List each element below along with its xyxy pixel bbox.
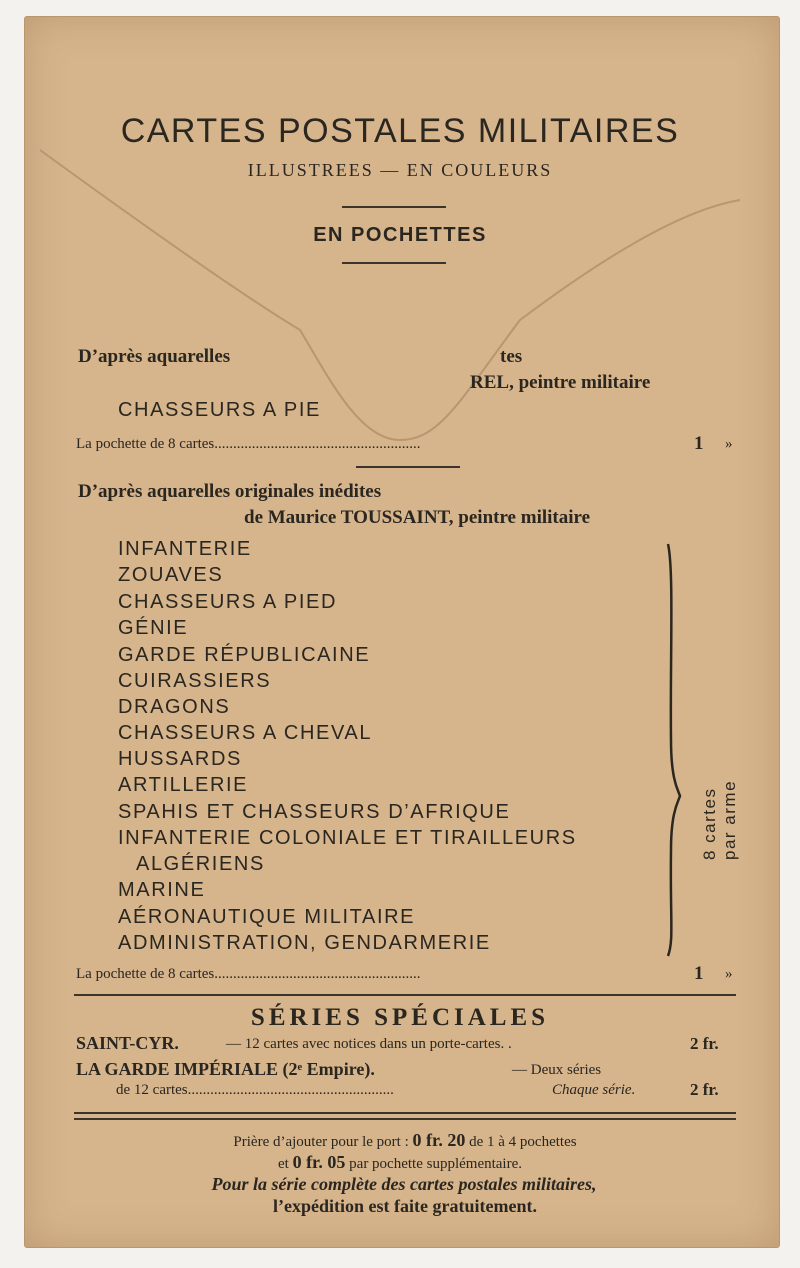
garde-name: LA GARDE IMPÉRIALE (2ᵉ Empire). (76, 1059, 375, 1079)
section1-item: CHASSEURS A PIE (118, 399, 321, 421)
divider (342, 206, 446, 208)
divider (74, 1112, 736, 1114)
list-item: ZOUAVES (118, 564, 224, 586)
saintcyr-desc: — 12 cartes avec notices dans un porte-cartes. . (226, 1036, 512, 1052)
divider (74, 994, 736, 996)
garde-each: Chaque série. (552, 1082, 636, 1098)
garde-desc: — Deux séries (512, 1062, 602, 1078)
footer-line4: l’expédition est faite gratuitement. (273, 1196, 537, 1216)
list-item: HUSSARDS (118, 748, 242, 770)
list-item: GARDE RÉPUBLICAINE (118, 644, 371, 666)
special-series-title: SÉRIES SPÉCIALES (250, 1004, 550, 1031)
page-subtitle: ILLUSTREES — EN COULEURS (247, 160, 553, 180)
footer-line3: Pour la série complète des cartes postales militaires, (211, 1174, 597, 1194)
section2-line1: D’après aquarelles originales inédites (78, 481, 382, 502)
garde-price: 2 fr. (690, 1080, 719, 1099)
price-label: La pochette de 8 cartes....................................................... (76, 436, 421, 452)
list-item: AÉRONAUTIQUE MILITAIRE (118, 906, 416, 928)
list-item: SPAHIS ET CHASSEURS D’AFRIQUE (118, 801, 511, 823)
list-item: ALGÉRIENS (136, 853, 265, 875)
page-title: CARTES POSTALES MILITAIRES (120, 112, 680, 150)
footer-line2: et 0 fr. 05 par pochette supplémentaire. (277, 1152, 523, 1172)
price-label: La pochette de 8 cartes....................................................... (76, 966, 421, 982)
section1-line2: REL, peintre militaire (470, 372, 651, 393)
section1-line1: D’après aquarelles (78, 346, 231, 367)
price-unit: » (725, 966, 733, 982)
list-item: INFANTERIE (118, 538, 252, 560)
side-note: 8 cartes par arme (700, 779, 739, 860)
divider (356, 466, 460, 468)
list-item: INFANTERIE COLONIALE ET TIRAILLEURS (118, 827, 577, 849)
saintcyr-price: 2 fr. (690, 1034, 719, 1053)
footer-line1: Prière d’ajouter pour le port : 0 fr. 20 de 1 à 4 pochettes (233, 1130, 577, 1150)
divider (342, 262, 446, 264)
list-item: ARTILLERIE (118, 774, 249, 796)
list-item: CUIRASSIERS (118, 670, 272, 692)
list-item: CHASSEURS A PIED (118, 591, 337, 613)
section2-line2: de Maurice TOUSSAINT, peintre militaire (244, 507, 591, 528)
list-item: DRAGONS (118, 696, 231, 718)
list-item: GÉNIE (118, 617, 189, 639)
price-value: 1 (694, 433, 704, 454)
price-value: 1 (694, 963, 704, 984)
list-item: MARINE (118, 879, 206, 901)
list-item: CHASSEURS A CHEVAL (118, 722, 373, 744)
saintcyr-name: SAINT-CYR. (76, 1033, 179, 1053)
divider (74, 1118, 736, 1120)
list-item: ADMINISTRATION, GENDARMERIE (118, 932, 491, 954)
section-heading: EN POCHETTES (313, 224, 487, 246)
garde-line2: de 12 cartes....................................................... (116, 1082, 394, 1098)
price-unit: » (725, 436, 733, 452)
brace (656, 540, 686, 960)
section1-line1-end: tes (500, 346, 523, 367)
